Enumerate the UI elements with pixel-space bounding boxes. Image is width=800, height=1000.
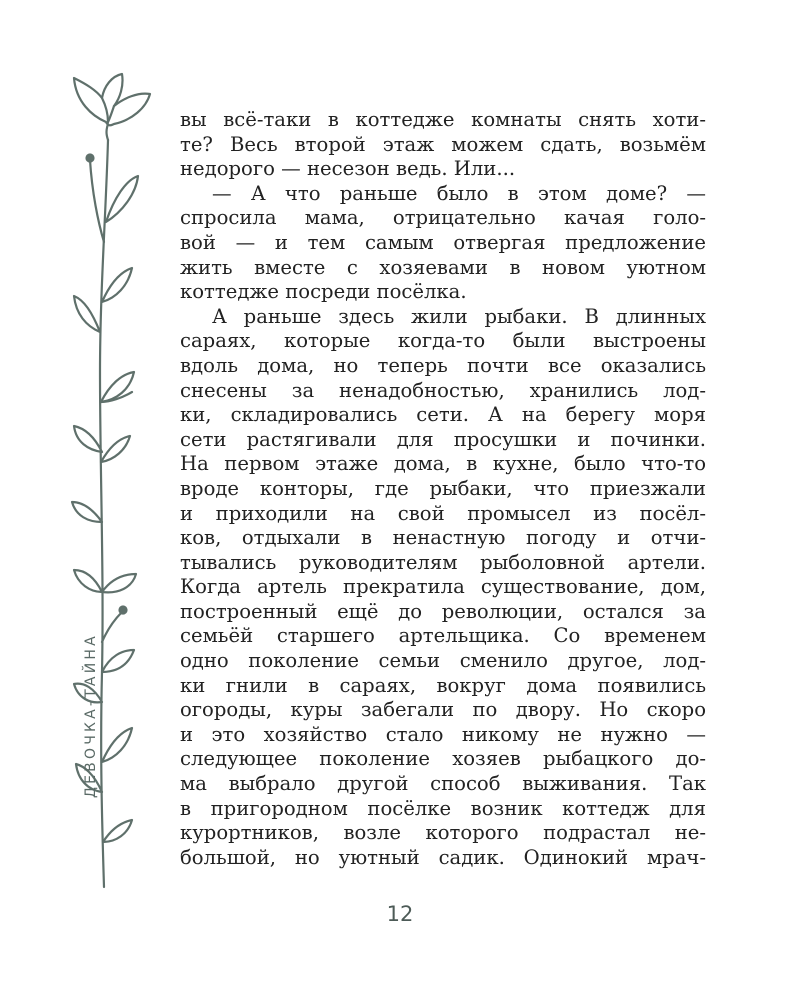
text-line: снесены за ненадобностью, хранились лод- [180, 378, 706, 402]
text-line: ки, складировались сети. А на берегу моря [180, 403, 706, 427]
text-line: — А что раньше было в этом доме? — [212, 181, 706, 205]
text-line: те? Весь второй этаж можем сдать, возьмём [180, 132, 706, 156]
text-line: ки гнили в сараях, вокруг дома появились [180, 673, 706, 697]
text-line: семьёй старшего артельщика. Со временем [180, 624, 706, 648]
text-line: огороды, куры забегали по двору. Но скоро [180, 698, 706, 722]
text-line: жить вместе с хозяевами в новом уютном [180, 255, 706, 279]
text-line: в пригородном посёлке возник коттедж для [180, 796, 706, 820]
text-line: вроде конторы, где рыбаки, что приезжали [180, 476, 706, 500]
text-line: построенный ещё до революции, остался за [180, 599, 706, 623]
text-line: недорого — несезон ведь. Или... [180, 157, 516, 181]
text-line: курортников, возле которого подрастал не- [180, 821, 706, 845]
page-number: 12 [386, 902, 414, 926]
text-line: коттедже посреди посёлка. [180, 280, 467, 304]
text-line: одно поколение семьи сменило другое, лод- [180, 649, 706, 673]
text-line: вы всё-таки в коттедже комнаты снять хоти- [180, 108, 706, 131]
text-line: ма выбрало другой способ выживания. Так [180, 772, 706, 796]
text-line: тывались руководителям рыболовной артели. [180, 550, 706, 574]
text-line: и приходили на свой промысел из посёл- [180, 501, 706, 525]
body-text [180, 108, 706, 870]
text-line: вдоль дома, но теперь почти все оказались [180, 353, 706, 377]
text-line: сараях, которые когда-то были выстроены [180, 329, 706, 353]
flower-stem-illustration [62, 72, 158, 892]
text-line: большой, но уютный садик. Одинокий мрач- [180, 845, 706, 869]
text-line: Когда артель прекратила существование, дом, [180, 575, 706, 599]
text-line: А раньше здесь жили рыбаки. В длинных [212, 304, 706, 328]
text-line: сети растягивали для просушки и починки. [180, 427, 706, 451]
text-line: спросила мама, отрицательно качая голо- [180, 206, 706, 230]
text-line: следующее поколение хозяев рыбацкого до- [180, 747, 706, 771]
text-line: вой — и тем самым отвергая предложение [180, 230, 706, 254]
running-head: ДЕВОЧКА-ТАЙНА [83, 633, 99, 798]
text-line: На первом этаже дома, в кухне, было что-то [180, 452, 706, 476]
text-line: ков, отдыхали в ненастную погоду и отчи- [180, 526, 706, 550]
text-line: и это хозяйство стало никому не нужно — [180, 722, 706, 746]
